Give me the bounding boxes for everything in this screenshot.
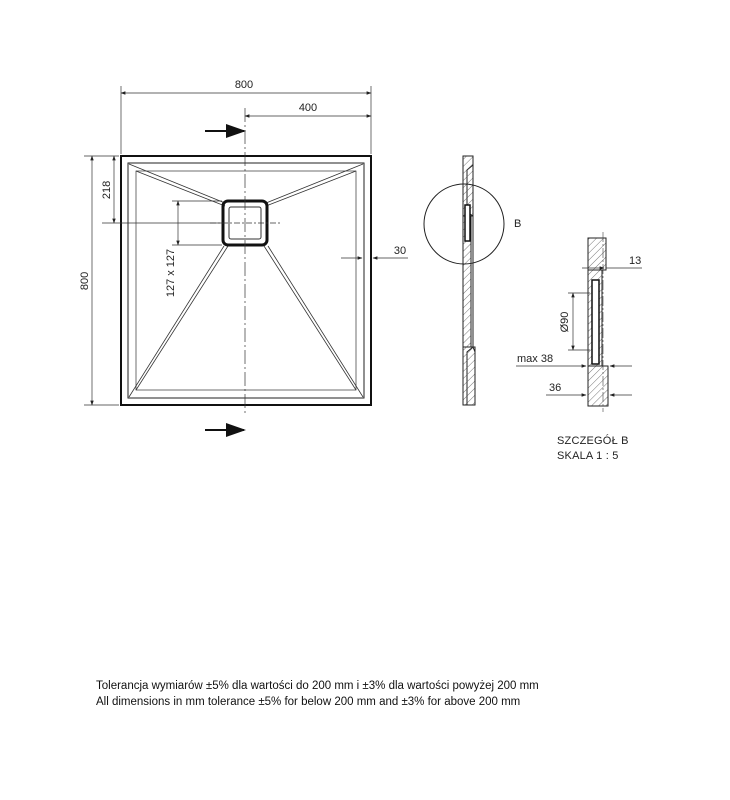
dim-drain-size-label: 127 x 127: [165, 248, 177, 298]
detail-scale: SKALA 1 : 5: [557, 450, 619, 462]
section-wall-bottom: [463, 347, 475, 405]
detail-dimension-labels: [517, 255, 641, 462]
tolerance-note-english: All dimensions in mm tolerance ±5% for below 200 mm and ±3% for above 200 mm: [96, 696, 521, 708]
plan-view: [121, 108, 371, 430]
tray-inner-rim: [128, 163, 364, 398]
detail-callout-label: B: [514, 218, 522, 230]
dim-height-label: 800: [79, 271, 91, 291]
detail-wall-bottom: [588, 366, 608, 406]
detail-title: SZCZEGÓŁ B: [557, 435, 629, 447]
section-drain-slot: [465, 205, 470, 241]
dim-drain-offset-label: 218: [101, 180, 113, 200]
detail-dimensions: [516, 268, 642, 395]
section-view: [424, 156, 521, 405]
dim-half-width-label: 400: [298, 102, 318, 114]
tolerance-note-polish: Tolerancja wymiarów ±5% dla wartości do 200 mm i ±3% dla wartości powyżej 200 mm: [96, 680, 539, 692]
dim-rim-label: 30: [393, 245, 407, 257]
dim-d90-label: Ø90: [559, 311, 571, 333]
dim-width-label: 800: [234, 79, 254, 91]
detail-drain-pipe: [592, 280, 599, 364]
tray-outline: [121, 156, 371, 405]
detail-b-view: [588, 232, 608, 412]
dim-max38-label: max 38: [517, 353, 554, 365]
dim-13-label: 13: [629, 255, 642, 267]
dim-36-label: 36: [549, 382, 562, 394]
